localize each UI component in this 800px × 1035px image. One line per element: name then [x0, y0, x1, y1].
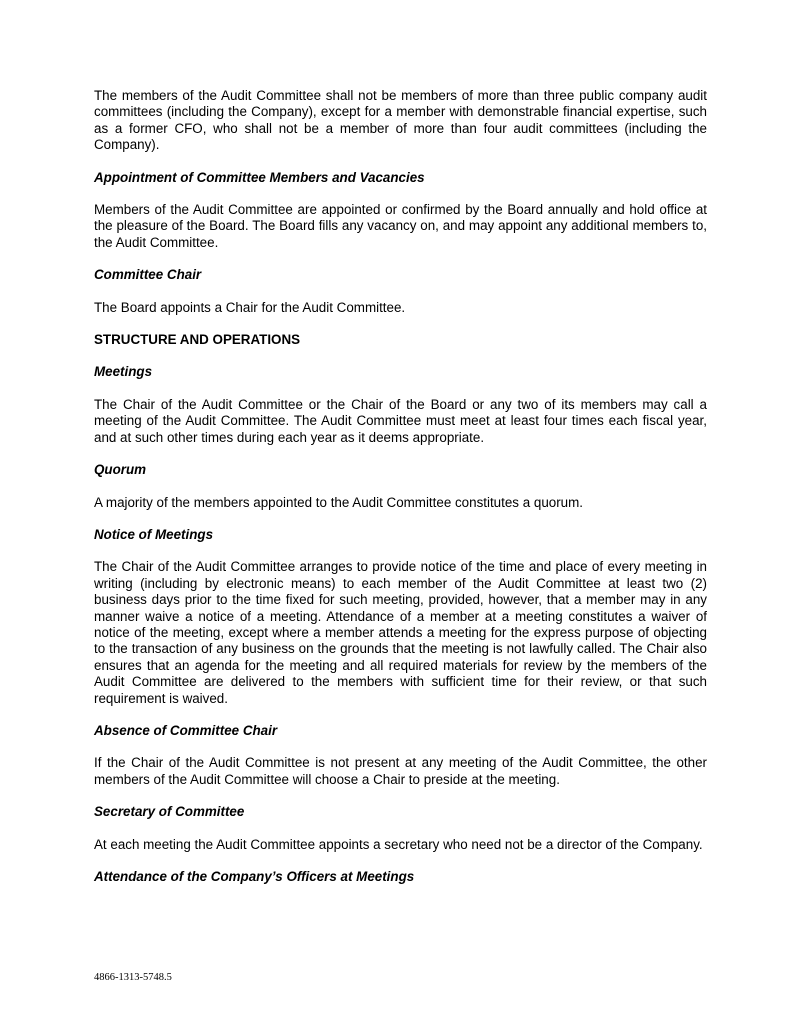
body-paragraph: The members of the Audit Committee shall not be members of more than three public company audit committees (including the Company), except for a member with demonstrable financial expertise, such as a former CFO, who shall not be a member of more than four audit committees (including the Company).	[94, 88, 707, 153]
body-paragraph: If the Chair of the Audit Committee is not present at any meeting of the Audit Committee, the other members of the Audit Committee will choose a Chair to preside at the meeting.	[94, 755, 707, 787]
body-paragraph: Members of the Audit Committee are appointed or confirmed by the Board annually and hold office at the pleasure of the Board. The Board fills any vacancy on, and may appoint any additional members to, the Audit Committee.	[94, 202, 707, 250]
subsection-heading-notice-of-meetings: Notice of Meetings	[94, 526, 214, 542]
body-paragraph: At each meeting the Audit Committee appoints a secretary who need not be a director of the Company.	[94, 836, 703, 852]
subsection-heading-committee-chair: Committee Chair	[94, 267, 202, 283]
footer-document-number: 4866-1313-5748.5	[94, 972, 172, 983]
subsection-heading-quorum: Quorum	[94, 462, 147, 478]
document-body	[94, 88, 707, 901]
body-paragraph: A majority of the members appointed to the Audit Committee constitutes a quorum.	[94, 494, 584, 510]
subsection-heading-secretary-of-committee: Secretary of Committee	[94, 804, 245, 820]
body-paragraph: The Chair of the Audit Committee arranges to provide notice of the time and place of every meeting in writing (including by electronic means) to each member of the Audit Committee at least two (2) business days prior to the time fixed for such meeting, provided, however, that a member may in any manner waive a notice of a meeting. Attendance of a member at a meeting constitutes a waiver of notice of the meeting, except where a member attends a meeting for the express purpose of objecting to the transaction of any business on the grounds that the meeting is not lawfully called. The Chair also ensures that an agenda for the meeting and all required materials for review by the members of the Audit Committee are delivered to the members with sufficient time for their review, or that such requirement is waived.	[94, 559, 707, 706]
body-paragraph: The Board appoints a Chair for the Audit Committee.	[94, 299, 406, 315]
section-heading-structure-and-operations: STRUCTURE AND OPERATIONS	[94, 332, 301, 348]
subsection-heading-meetings: Meetings	[94, 364, 153, 380]
subsection-heading-attendance-of-officers: Attendance of the Company’s Officers at Meetings	[94, 869, 415, 884]
subsection-heading-appointment: Appointment of Committee Members and Vacancies	[94, 169, 425, 185]
subsection-heading-absence-of-committee-chair: Absence of Committee Chair	[94, 722, 278, 738]
body-paragraph: The Chair of the Audit Committee or the Chair of the Board or any two of its members may call a meeting of the Audit Committee. The Audit Committee must meet at least four times each fiscal year, and at such other times during each year as it deems appropriate.	[94, 396, 707, 445]
